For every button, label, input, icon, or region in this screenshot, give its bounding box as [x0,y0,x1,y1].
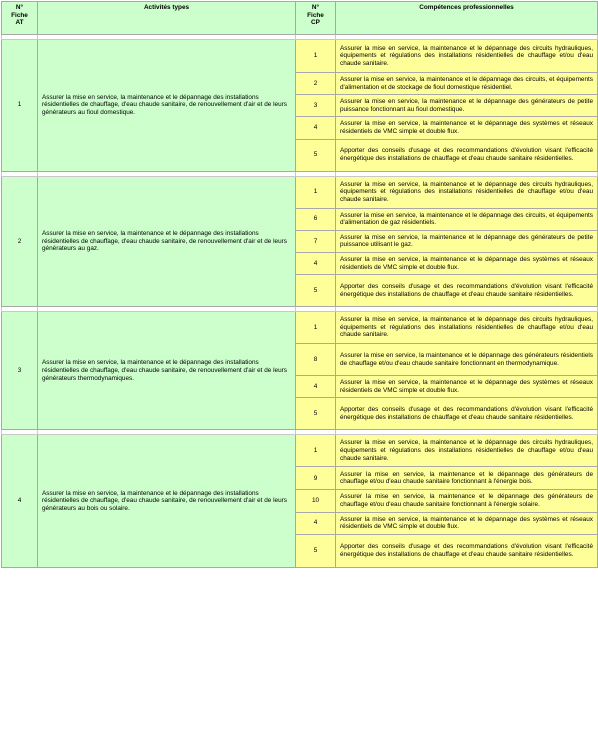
competence-number: 4 [296,117,336,139]
competence-number: 7 [296,230,336,252]
activity-number: 2 [2,176,38,307]
competence-description: Assurer la mise en service, la maintenance et le dépannage des générateurs de petite puissance fonctionnant au fioul domestique. [336,95,598,117]
competence-description: Assurer la mise en service, la maintenance et le dépannage des générateurs de petite puissance utilisant le gaz. [336,230,598,252]
competence-number: 2 [296,73,336,95]
activity-description: Assurer la mise en service, la maintenance et le dépannage des installations résidentielles de chauffage, d'eau chaude sanitaire, de renouvellement d'air et de leurs générateurs au bois ou solaire. [38,435,296,567]
competence-number: 6 [296,208,336,230]
activity-number: 1 [2,40,38,172]
competence-description: Assurer la mise en service, la maintenance et le dépannage des circuits hydrauliques, équipements et régulations des installations résidentielles de chauffage et/ou d'eau chaude sanitaire. [336,435,598,467]
competence-description: Assurer la mise en service, la maintenance et le dépannage des générateurs de chauffage et/ou d'eau chaude sanitaire fonctionnant à l'énergie bois. [336,467,598,490]
competence-description: Apporter des conseils d'usage et des recommandations d'évolution visant l'efficacité énergétique des installations de chauffage et d'eau chaude sanitaire résidentielles. [336,398,598,430]
competence-description: Assurer la mise en service, la maintenance et le dépannage des circuits hydrauliques, équipements et régulations des installations résidentielles de chauffage et/ou d'eau chaude sanitaire. [336,40,598,73]
competence-number: 5 [296,534,336,567]
competence-description: Assurer la mise en service, la maintenance et le dépannage des générateurs résidentiels de chauffage et/ou d'eau chaude sanitaire fonctionnant en thermodynamique. [336,344,598,376]
competences-table [1,1,598,568]
competence-number: 8 [296,344,336,376]
competence-number: 1 [296,312,336,344]
competence-number: 9 [296,467,336,490]
header-activities: Activités types [38,2,296,35]
competence-number: 5 [296,139,336,171]
competence-description: Assurer la mise en service, la maintenance et le dépannage des circuits hydrauliques, équipements et régulations des installations résidentielles de chauffage et/ou d'eau chaude sanitaire. [336,312,598,344]
competence-description: Assurer la mise en service, la maintenance et le dépannage des circuits, et équipements d'alimentation et de stockage de fioul domestique résidentiel. [336,73,598,95]
competence-number: 1 [296,435,336,467]
document-page [1,1,597,731]
competence-description: Assurer la mise en service, la maintenance et le dépannage des générateurs de chauffage et/ou d'eau chaude sanitaire fonctionnant à l'énergie solaire. [336,490,598,512]
competence-number: 4 [296,512,336,534]
competence-number: 10 [296,490,336,512]
competence-number: 5 [296,275,336,307]
table-header-row [2,2,598,35]
competence-number: 4 [296,376,336,398]
header-competences: Compétences professionnelles [336,2,598,35]
table-row [2,312,598,344]
competence-description: Assurer la mise en service, la maintenance et le dépannage des circuits, et équipements d'alimentation de gaz résidentiels. [336,208,598,230]
table-row [2,40,598,73]
table-row [2,435,598,467]
competence-description: Assurer la mise en service, la maintenance et le dépannage des circuits hydrauliques, équipements et régulations des installations résidentielles de chauffage et/ou d'eau chaude sanitaire. [336,176,598,208]
header-at-number: N° Fiche AT [2,2,38,35]
competence-number: 1 [296,176,336,208]
activity-description: Assurer la mise en service, la maintenance et le dépannage des installations résidentielles de chauffage, d'eau chaude sanitaire, de renouvellement d'air et de leurs générateurs au fioul domestique. [38,40,296,172]
competence-description: Apporter des conseils d'usage et des recommandations d'évolution visant l'efficacité énergétique des installations de chauffage et d'eau chaude sanitaire résidentielles. [336,534,598,567]
competence-description: Apporter des conseils d'usage et des recommandations d'évolution visant l'efficacité énergétique des installations de chauffage et d'eau chaude sanitaire résidentielles. [336,275,598,307]
competence-number: 3 [296,95,336,117]
competence-number: 1 [296,40,336,73]
competence-description: Apporter des conseils d'usage et des recommandations d'évolution visant l'efficacité énergétique des installations de chauffage et d'eau chaude sanitaire résidentielles. [336,139,598,171]
competence-description: Assurer la mise en service, la maintenance et le dépannage des systèmes et réseaux résidentiels de VMC simple et double flux. [336,376,598,398]
competence-description: Assurer la mise en service, la maintenance et le dépannage des systèmes et réseaux résidentiels de VMC simple et double flux. [336,252,598,274]
activity-description: Assurer la mise en service, la maintenance et le dépannage des installations résidentielles de chauffage, d'eau chaude sanitaire, de renouvellement d'air et de leurs générateurs au gaz. [38,176,296,307]
header-cp-number: N° Fiche CP [296,2,336,35]
activity-number: 4 [2,435,38,567]
competence-number: 4 [296,252,336,274]
competence-description: Assurer la mise en service, la maintenance et le dépannage des systèmes et réseaux résidentiels de VMC simple et double flux. [336,512,598,534]
competence-description: Assurer la mise en service, la maintenance et le dépannage des systèmes et réseaux résidentiels de VMC simple et double flux. [336,117,598,139]
table-row [2,176,598,208]
activity-number: 3 [2,312,38,430]
competence-number: 5 [296,398,336,430]
activity-description: Assurer la mise en service, la maintenance et le dépannage des installations résidentielles de chauffage, d'eau chaude sanitaire, de renouvellement d'air et de leurs générateurs thermodynamiques. [38,312,296,430]
